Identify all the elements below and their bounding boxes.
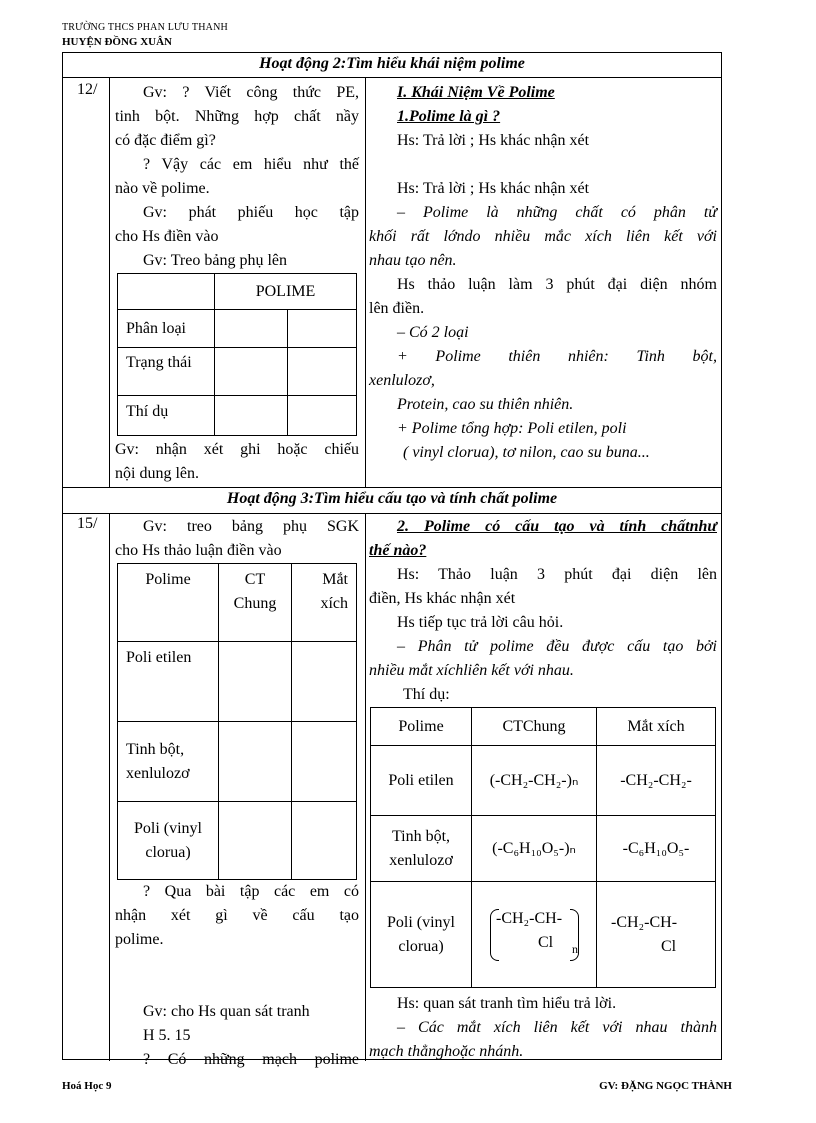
text-line: – Polime là những chất có phân tử: [397, 204, 717, 221]
text-line: Gv: treo bảng phụ SGK: [143, 518, 359, 535]
formula-main: -CH₂-CH-: [611, 913, 678, 931]
table-cell: -C₆H₁₀O₅-: [597, 816, 716, 882]
text-line: Hs thảo luận làm 3 phút đại diện nhóm: [397, 276, 717, 293]
text-line: có đặc điểm gì?: [115, 132, 216, 149]
text-line: Gv: Treo bảng phụ lên: [143, 252, 287, 269]
section2-title: Hoạt động 2:Tìm hiểu khái niệm polime: [259, 55, 525, 72]
text-line: ( vinyl clorua), tơ nilon, cao su buna...: [403, 444, 650, 461]
table-cell: [288, 396, 357, 436]
section-heading: I. Khái Niệm Về Polime: [397, 84, 555, 101]
table-cell: Poli (vinyl clorua): [371, 882, 472, 988]
text-line: Hs: Trả lời ; Hs khác nhận xét: [397, 180, 590, 197]
divider: [109, 77, 110, 487]
school-name: TRƯỜNG THCS PHAN LƯU THANH: [62, 22, 228, 33]
text-line: lên điền.: [369, 300, 425, 317]
text-line: Gv: ? Viết công thức PE,: [143, 84, 359, 101]
section2-time: 12/: [77, 81, 98, 98]
text-line: xenlulozơ,: [369, 372, 435, 389]
text-line: nhau tạo nên.: [369, 252, 457, 269]
text-line: + Polime tổng hợp: Poli etilen, poli: [397, 420, 627, 437]
text-line: – Phân tử polime đều được cấu tạo bởi: [397, 638, 717, 655]
table-header: Mắt xích: [597, 708, 716, 746]
text-line: điền, Hs khác nhận xét: [369, 590, 516, 607]
text-line: + Polime thiên nhiên: Tinh bột,: [397, 348, 717, 365]
lesson-table: [62, 52, 722, 1068]
table-cell: [292, 802, 357, 880]
table-header: CT Chung: [219, 564, 292, 642]
table-cell: [288, 310, 357, 348]
table-header: POLIME: [215, 274, 357, 310]
divider: [365, 77, 366, 487]
text-line: nào về polime.: [115, 180, 210, 197]
divider: [63, 487, 721, 488]
text-line: Thí dụ:: [403, 686, 450, 703]
table-cell: [118, 274, 215, 310]
table-cell: [288, 348, 357, 396]
text-line: polime.: [115, 931, 164, 948]
section3-time: 15/: [77, 515, 98, 532]
footer-teacher: GV: ĐẶNG NGỌC THÀNH: [599, 1080, 732, 1092]
district-name: HUYỆN ĐỒNG XUÂN: [62, 36, 172, 48]
text-line: cho Hs điền vào: [115, 228, 219, 245]
table-cell: Poli etilen: [371, 746, 472, 816]
table-row-label: Phân loại: [118, 310, 215, 348]
formula-main: -CH₂-CH-: [496, 909, 563, 927]
table-row-label: Trạng thái: [118, 348, 215, 396]
section-heading: 2. Polime có cấu tạo và tính chấtnhư: [397, 518, 717, 535]
table-header: CTChung: [472, 708, 597, 746]
text-line: Hs tiếp tục trả lời câu hỏi.: [397, 614, 564, 631]
text-line: mạch thẳnghoặc nhánh.: [369, 1043, 524, 1060]
polime-classification-table: [117, 273, 357, 436]
table-cell: [292, 642, 357, 722]
polime-structure-table: [117, 563, 357, 880]
section3-right: [369, 515, 717, 1064]
table-cell: [215, 396, 288, 436]
text-line: Hs: Trả lời ; Hs khác nhận xét: [397, 132, 590, 149]
table-cell: [472, 882, 597, 988]
formula-sub: Cl: [538, 933, 554, 951]
text-line: ? Qua bài tập các em có: [143, 883, 359, 900]
table-cell: [219, 722, 292, 802]
text-line: tinh bột. Những hợp chất nầy: [115, 108, 359, 125]
divider: [63, 77, 721, 78]
table-header: Polime: [118, 564, 219, 642]
text-line: Gv: phát phiếu học tập: [143, 204, 359, 221]
text-line: Gv: cho Hs quan sát tranh: [143, 1003, 310, 1020]
text-line: – Các mắt xích liên kết với nhau thành: [397, 1019, 717, 1036]
bracket-formula: [488, 905, 580, 965]
text-line: Gv: nhận xét ghi hoặc chiếu: [115, 441, 359, 458]
polime-example-table: [370, 707, 716, 988]
table-row-label: Poli etilen: [118, 642, 219, 722]
divider: [365, 513, 366, 1061]
table-cell: [215, 310, 288, 348]
divider: [109, 513, 110, 1061]
text-line: ? Vậy các em hiểu như thế: [143, 156, 359, 173]
text-line: Hs: Thảo luận 3 phút đại diện lên: [397, 566, 717, 583]
text-line: H 5. 15: [143, 1027, 191, 1044]
table-cell: -CH₂-CH₂-: [597, 746, 716, 816]
section3-left: [115, 515, 359, 1072]
text-line: khối rất lớndo nhiều mắc xích liên kết với: [369, 228, 717, 245]
text-line: cho Hs thảo luận điền vào: [115, 542, 282, 559]
text-line: – Có 2 loại: [397, 324, 469, 341]
text-line: Protein, cao su thiên nhiên.: [397, 396, 574, 413]
text-line: Hs: quan sát tranh tìm hiểu trả lời.: [397, 995, 617, 1012]
table-cell: [597, 882, 716, 988]
subheading: 1.Polime là gì ?: [397, 108, 501, 125]
section3-title: Hoạt động 3:Tìm hiểu cấu tạo và tính chất polime: [226, 490, 558, 507]
footer-subject: Hoá Học 9: [62, 1080, 112, 1092]
text-line: nội dung lên.: [115, 465, 199, 482]
table-row-label: Thí dụ: [118, 396, 215, 436]
table-cell: [292, 722, 357, 802]
table-cell: (-C₆H₁₀O₅-)ₙ: [472, 816, 597, 882]
divider: [63, 513, 721, 514]
table-cell: Tinh bột, xenlulozơ: [371, 816, 472, 882]
table-row-label: Tinh bột, xenlulozơ: [118, 722, 219, 802]
section2-right: [369, 81, 717, 465]
table-row-label: Poli (vinyl clorua): [118, 802, 219, 880]
table-cell: (-CH₂-CH₂-)ₙ: [472, 746, 597, 816]
monomer-formula: [611, 907, 701, 963]
section2-left: [115, 81, 359, 486]
table-cell: [219, 642, 292, 722]
text-line: ? Có những mạch polime: [143, 1051, 359, 1068]
table-cell: [219, 802, 292, 880]
text-line: nhiều mắt xíchliên kết với nhau.: [369, 662, 574, 679]
table-header: Polime: [371, 708, 472, 746]
formula-sub: Cl: [661, 937, 677, 955]
section-heading: thế nào?: [369, 542, 427, 559]
text-line: nhận xét gì về cấu tạo: [115, 907, 359, 924]
formula-index: n: [572, 941, 578, 956]
table-header: Mắt xích: [292, 564, 357, 642]
table-cell: [215, 348, 288, 396]
